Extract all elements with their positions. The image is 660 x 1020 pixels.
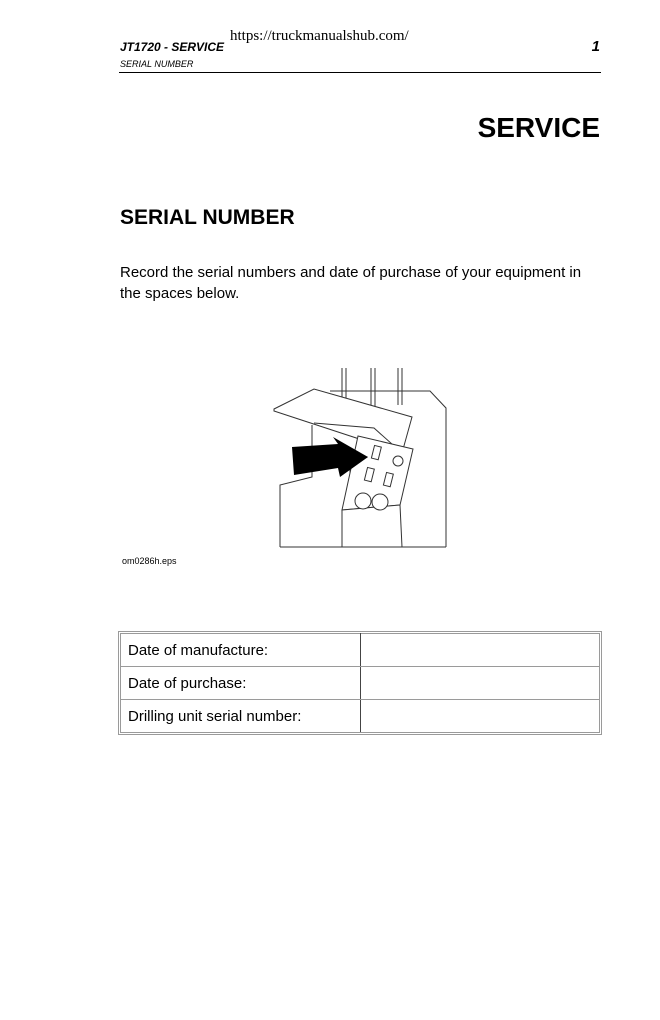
section-title: SERIAL NUMBER	[120, 206, 295, 229]
row-label-date-of-manufacture: Date of manufacture:	[121, 634, 361, 667]
header-subtitle: SERIAL NUMBER	[120, 59, 194, 69]
row-label-date-of-purchase: Date of purchase:	[121, 667, 361, 700]
serial-record-table	[118, 631, 602, 735]
drilling-unit-serial-number-field[interactable]	[361, 700, 600, 733]
table-row	[121, 634, 600, 667]
figure-caption: om0286h.eps	[122, 556, 177, 566]
serial-plate-location-illustration	[270, 365, 450, 550]
date-of-manufacture-field[interactable]	[361, 634, 600, 667]
header-rule	[119, 72, 601, 73]
date-of-purchase-field[interactable]	[361, 667, 600, 700]
intro-paragraph: Record the serial numbers and date of purchase of your equipment in the spaces below.	[120, 264, 582, 302]
header-title: JT1720 - SERVICE	[120, 40, 225, 54]
watermark-url: https://truckmanualshub.com/	[230, 28, 409, 44]
chapter-title: SERVICE	[477, 112, 600, 143]
row-label-drilling-unit-serial-number: Drilling unit serial number:	[121, 700, 361, 733]
page-number: 1	[591, 38, 600, 55]
table-row	[121, 667, 600, 700]
table-row	[121, 700, 600, 733]
